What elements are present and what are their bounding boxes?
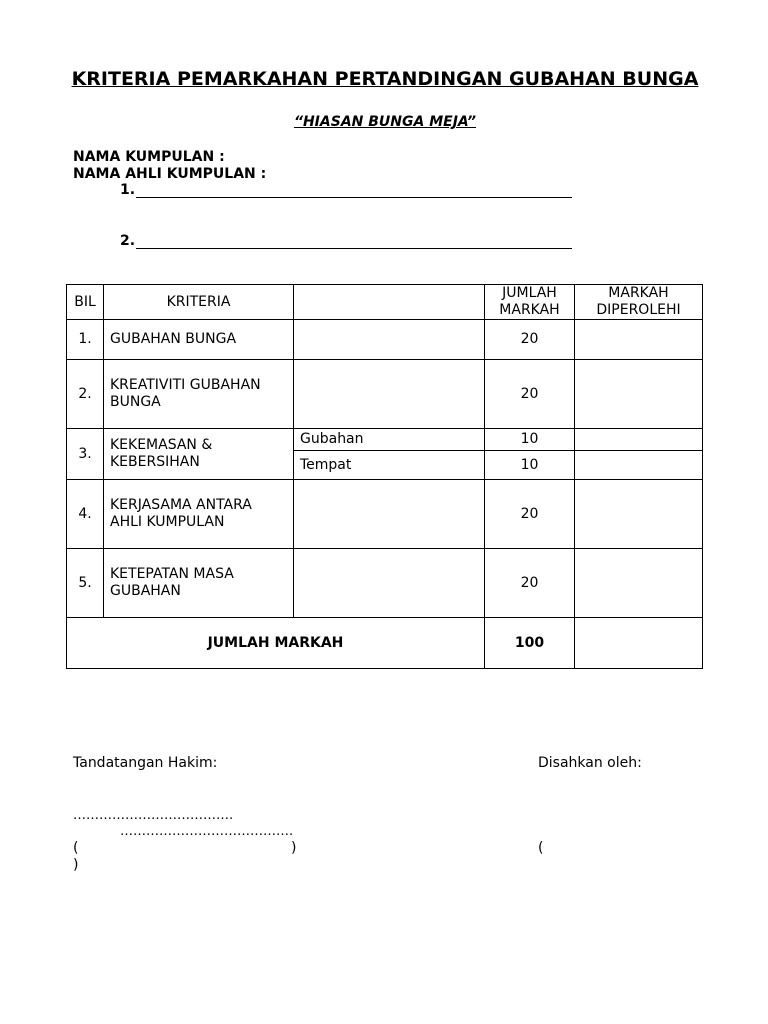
approver-name-paren-open: (	[538, 840, 544, 856]
member-2-number: 2.	[120, 233, 136, 249]
table-row	[67, 429, 703, 451]
members-label: NAMA AHLI KUMPULAN :	[73, 166, 267, 182]
sub-criteria-markah: 10	[485, 451, 575, 480]
document-subtitle: “HIASAN BUNGA MEJA”	[293, 114, 477, 130]
criteria-table	[66, 284, 703, 669]
total-label: JUMLAH MARKAH	[67, 618, 485, 669]
approved-by-label: Disahkan oleh:	[538, 755, 642, 771]
row-bil: 3.	[67, 429, 104, 480]
row-bil: 2.	[67, 360, 104, 429]
row-bil: 5.	[67, 549, 104, 618]
sub-criteria-label: Gubahan	[294, 429, 485, 451]
header-kriteria: KRITERIA	[104, 285, 294, 320]
header-markah-diperolehi: MARKAH DIPEROLEHI	[575, 285, 703, 320]
total-value: 100	[485, 618, 575, 669]
judge-name-paren-open: (	[73, 840, 79, 856]
row-bil: 4.	[67, 480, 104, 549]
group-name-label: NAMA KUMPULAN :	[73, 149, 225, 165]
member-1-number: 1.	[120, 182, 136, 198]
judge-signature-dots: ……………………………….	[73, 808, 234, 823]
row-detail	[294, 320, 485, 360]
row-kriteria: KEKEMASAN & KEBERSIHAN	[104, 429, 294, 480]
table-row	[67, 549, 703, 618]
row-score-input[interactable]	[575, 549, 703, 618]
row-kriteria: KERJASAMA ANTARA AHLI KUMPULAN	[104, 480, 294, 549]
judge-name-paren-close: )	[291, 840, 297, 856]
table-total-row	[67, 618, 703, 669]
sub-criteria-label: Tempat	[294, 451, 485, 480]
row-kriteria: KETEPATAN MASA GUBAHAN	[104, 549, 294, 618]
header-empty	[294, 285, 485, 320]
approver-name-paren-close: )	[73, 857, 79, 873]
header-bil: BIL	[67, 285, 104, 320]
table-row	[67, 360, 703, 429]
row-bil: 1.	[67, 320, 104, 360]
table-row	[67, 480, 703, 549]
table-row	[67, 320, 703, 360]
member-1-line	[120, 182, 572, 198]
row-markah: 20	[485, 549, 575, 618]
member-2-line	[120, 233, 572, 249]
approver-signature-dots: ………………………………….	[120, 824, 294, 839]
row-score-input[interactable]	[575, 480, 703, 549]
document-title: KRITERIA PEMARKAHAN PERTANDINGAN GUBAHAN BUNGA	[71, 68, 699, 90]
sub-criteria-markah: 10	[485, 429, 575, 451]
row-score-input[interactable]	[575, 429, 703, 451]
row-score-input[interactable]	[575, 451, 703, 480]
row-detail	[294, 480, 485, 549]
row-markah: 20	[485, 480, 575, 549]
row-score-input[interactable]	[575, 360, 703, 429]
total-score-input[interactable]	[575, 618, 703, 669]
row-detail	[294, 360, 485, 429]
row-markah: 20	[485, 320, 575, 360]
row-score-input[interactable]	[575, 320, 703, 360]
header-jumlah-markah: JUMLAH MARKAH	[485, 285, 575, 320]
table-header-row	[67, 285, 703, 320]
row-markah: 20	[485, 360, 575, 429]
member-1-blank	[136, 183, 572, 198]
row-detail	[294, 549, 485, 618]
judge-signature-label: Tandatangan Hakim:	[73, 755, 218, 771]
row-kriteria: GUBAHAN BUNGA	[104, 320, 294, 360]
row-kriteria: KREATIVITI GUBAHAN BUNGA	[104, 360, 294, 429]
member-2-blank	[136, 234, 572, 249]
